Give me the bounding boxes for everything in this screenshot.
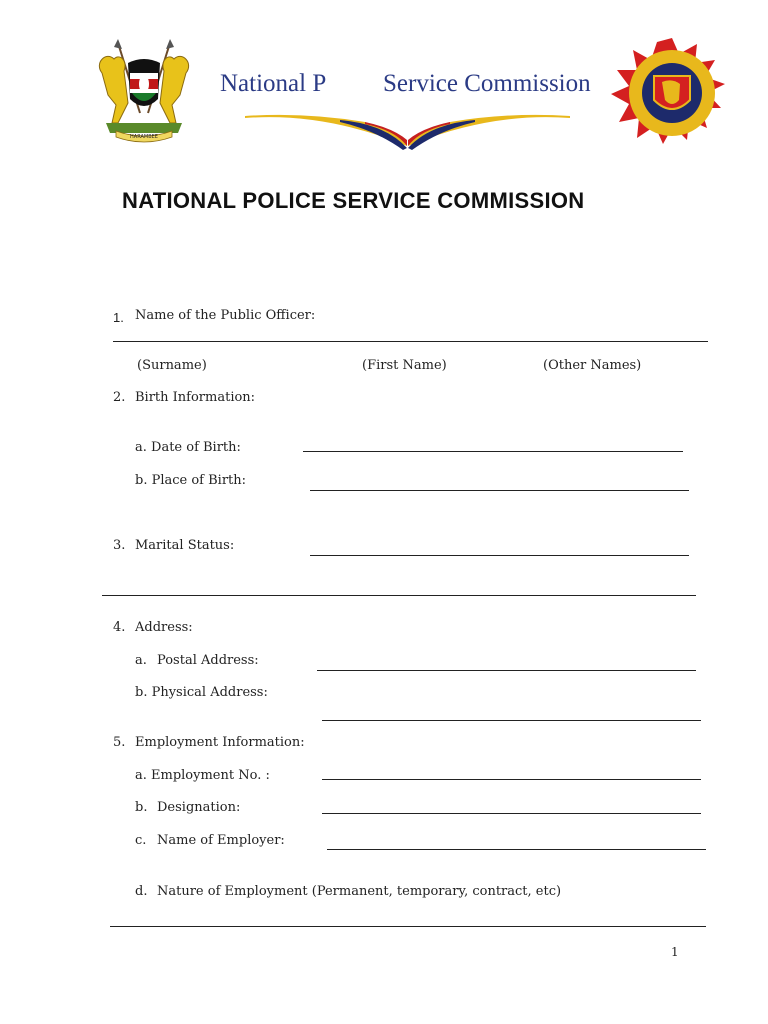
place-of-birth-line[interactable] bbox=[310, 490, 689, 491]
q1-first-name-caption: (First Name) bbox=[362, 358, 447, 373]
q5b-prefix: b. bbox=[135, 800, 148, 815]
header-swoosh bbox=[245, 110, 570, 152]
q5d-prefix: d. bbox=[135, 884, 148, 899]
q4-number: 4. bbox=[113, 620, 126, 635]
q5c-prefix: c. bbox=[135, 833, 147, 848]
q3-label: Marital Status: bbox=[135, 538, 235, 553]
q5d-label: Nature of Employment (Permanent, temporary, contract, etc) bbox=[157, 884, 562, 899]
coat-of-arms-icon bbox=[88, 33, 200, 145]
q4a-prefix: a. bbox=[135, 653, 147, 668]
nature-of-employment-line[interactable] bbox=[110, 926, 706, 927]
page-number: 1 bbox=[671, 945, 679, 959]
q1-label: Name of the Public Officer: bbox=[135, 308, 316, 323]
date-of-birth-line[interactable] bbox=[303, 451, 683, 452]
q3-number: 3. bbox=[113, 538, 126, 553]
q5c-label: Name of Employer: bbox=[157, 833, 285, 848]
designation-line[interactable] bbox=[322, 813, 701, 814]
physical-address-line[interactable] bbox=[322, 720, 701, 721]
nps-badge bbox=[607, 38, 737, 158]
coat-of-arms-motto: HARAMBEE bbox=[130, 134, 158, 140]
coat-of-arms bbox=[88, 33, 200, 145]
marital-status-line[interactable] bbox=[310, 555, 689, 556]
q1-surname-caption: (Surname) bbox=[137, 358, 207, 373]
q1-name-line[interactable] bbox=[113, 341, 708, 342]
police-badge-icon bbox=[607, 38, 737, 158]
q4b-label: b. Physical Address: bbox=[135, 685, 268, 700]
q4-label: Address: bbox=[135, 620, 193, 635]
header-title-part1: National P bbox=[220, 70, 327, 97]
q1-number: 1. bbox=[113, 310, 124, 325]
postal-address-line[interactable] bbox=[317, 670, 696, 671]
employment-no-line[interactable] bbox=[322, 779, 701, 780]
header-swoosh-icon bbox=[245, 110, 570, 152]
q2b-label: b. Place of Birth: bbox=[135, 473, 247, 488]
document-title: NATIONAL POLICE SERVICE COMMISSION bbox=[122, 188, 585, 213]
employer-name-line[interactable] bbox=[327, 849, 706, 850]
q5-number: 5. bbox=[113, 735, 126, 750]
q5-label: Employment Information: bbox=[135, 735, 305, 750]
q2-label: Birth Information: bbox=[135, 390, 256, 405]
q4a-label: Postal Address: bbox=[157, 653, 259, 668]
marital-status-extra-line[interactable] bbox=[102, 595, 696, 596]
q5a-label: a. Employment No. : bbox=[135, 768, 270, 783]
q5b-label: Designation: bbox=[157, 800, 241, 815]
q2a-label: a. Date of Birth: bbox=[135, 440, 241, 455]
header-title-part2: Service Commission bbox=[383, 70, 591, 97]
q2-number: 2. bbox=[113, 390, 126, 405]
q1-other-names-caption: (Other Names) bbox=[543, 358, 642, 373]
